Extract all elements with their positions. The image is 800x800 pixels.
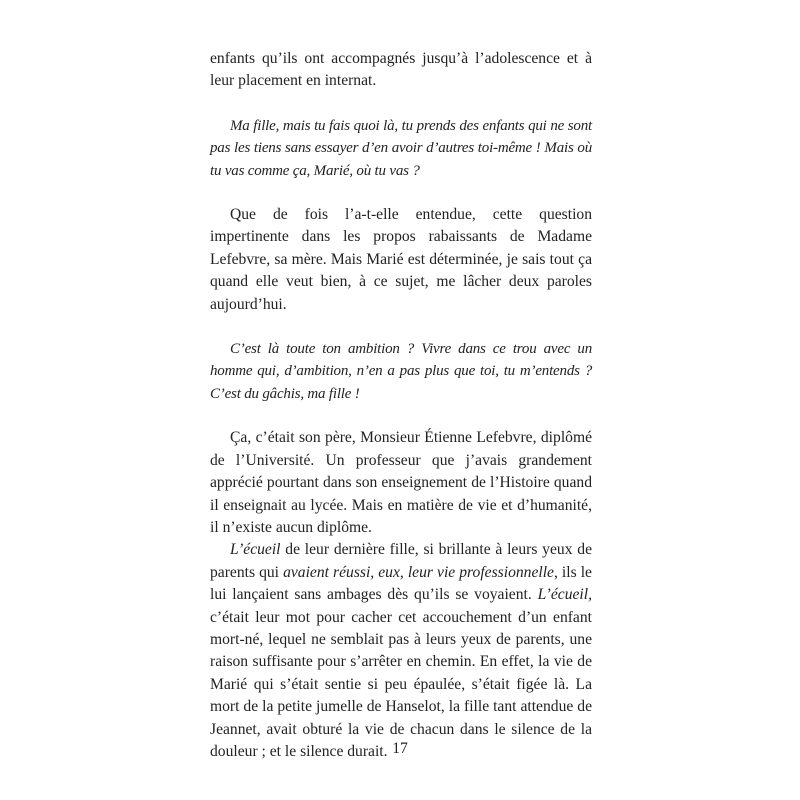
ecueil-italic-1: L’écueil (230, 541, 281, 559)
paragraph-4-text-2: , ils le lui lançaient sans ambages dès qu’ils se voyaient. (210, 563, 592, 604)
page-number: 17 (392, 740, 408, 757)
paragraph-4 (210, 539, 592, 763)
paragraph-1: enfants qu’ils ont accompagnés jusqu’à l’adolescence et à leur placement en internat. (210, 50, 592, 90)
paragraph-4-text-3: c’était leur mot pour cacher cet accouchement d’un enfant mort-né, lequel ne semblait pas à leurs yeux de parents, une raison suffisante pour s’arrêter en chemin. En effet, la vie de Marié qui s’était sentie si peu épaulée, s’était figée là. La mort de la petite jumelle de Hanselot, la fille tant attendue de Jeannet, avait obturé la vie de chacun dans le silence de la douleur ; et le silence durait. (210, 608, 592, 760)
ecueil-italic-2: L’écueil, (537, 586, 592, 604)
italic-phrase: avaient réussi, eux, leur vie professionnelle (283, 563, 554, 581)
paragraph-3: Ça, c’était son père, Monsieur Étienne Lefebvre, diplômé de l’Université. Un professeur que j’avais grandement apprécié pourtant dans son enseignement de l’Histoire quand il enseignait au lycée. Mais en matière de vie et d’humanité, il n’existe aucun diplôme. (210, 429, 592, 536)
page-body (210, 48, 592, 763)
quote-1: Ma fille, mais tu fais quoi là, tu prends des enfants qui ne sont pas les tiens sans essayer d’en avoir d’autres toi-même ! Mais où tu vas comme ça, Marié, où tu vas ? (210, 117, 592, 179)
quote-2: C’est là toute ton ambition ? Vivre dans ce trou avec un homme qui, d’ambition, n’en a pas plus que toi, tu m’entends ? C’est du gâchis, ma fille ! (210, 341, 592, 402)
paragraph-2: Que de fois l’a-t-elle entendue, cette question impertinente dans les propos rabaissants de Madame Lefebvre, sa mère. Mais Marié est déterminée, je sais tout ça quand elle veut bien, à ce sujet, me lâcher deux paroles aujourd’hui. (210, 206, 592, 313)
paragraph-4-text-1: de leur dernière fille, si brillante à leurs yeux de parents qui (210, 541, 592, 581)
